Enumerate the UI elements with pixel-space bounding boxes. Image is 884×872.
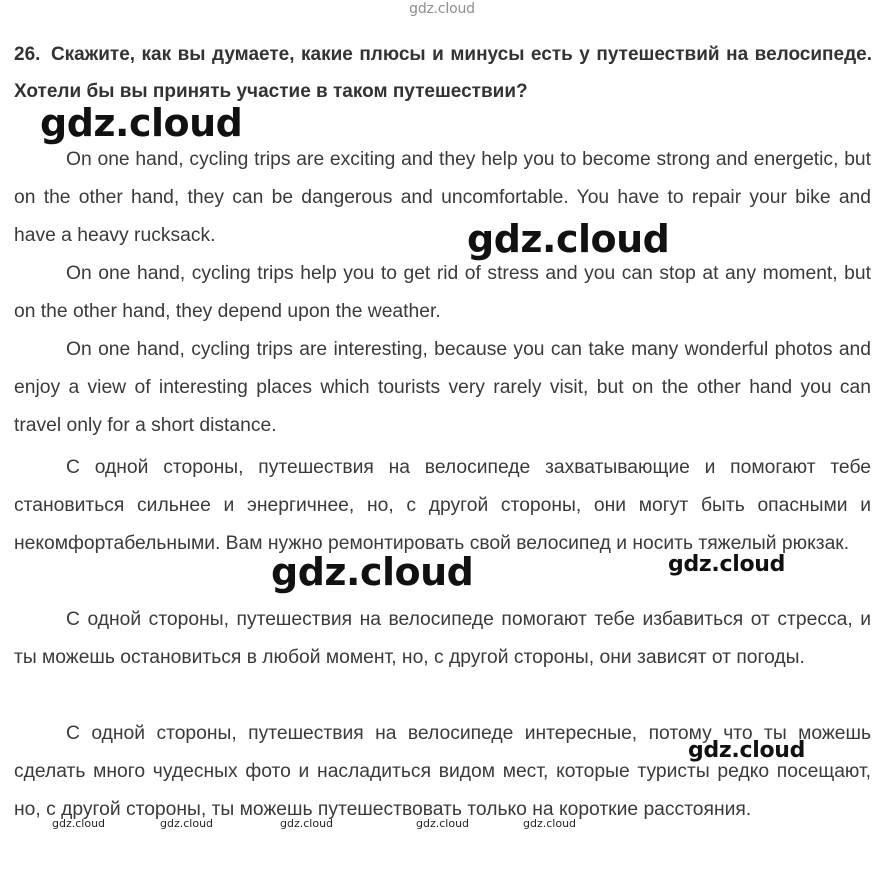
watermark: gdz.cloud [523,817,577,830]
watermark: gdz.cloud [40,101,243,145]
watermark: gdz.cloud [416,817,470,830]
english-paragraph-3: On one hand, cycling trips are interesting, because you can take many wonderful photos and enjoy a view of interesting places which tourists very rarely visit, but on the other hand you can travel only for a short distance. [14,339,871,436]
watermark: gdz.cloud [52,817,106,830]
watermark: gdz.cloud [668,552,786,577]
header-watermark: gdz.cloud [409,1,475,17]
watermark: gdz.cloud [280,817,334,830]
watermark: gdz.cloud [467,217,670,261]
exercise-question [14,36,872,110]
english-paragraph-2: On one hand, cycling trips help you to get rid of stress and you can stop at any moment, but on the other hand, they depend upon the weather. [14,263,871,322]
watermark: gdz.cloud [271,550,474,594]
question-text: Скажите, как вы думаете, какие плюсы и минусы есть у путешествий на велосипеде. Хотели бы вы принять участие в таком путешествии? [14,44,873,102]
russian-paragraph-3: С одной стороны, путешествия на велосипеде интересные, потому что ты можешь сделать много чудесных фото и насладиться видом мест, которые туристы редко посещают, но, с другой стороны, ты можешь путешествовать только на короткие расстояния. [14,723,871,820]
russian-paragraph-2: С одной стороны, путешествия на велосипеде помогают тебе избавиться от стресса, и ты можешь остановиться в любой момент, но, с другой стороны, они зависят от погоды. [14,609,871,668]
watermark: gdz.cloud [160,817,214,830]
english-paragraph-1: On one hand, cycling trips are exciting and they help you to become strong and energetic, but on the other hand, they can be dangerous and uncomfortable. You have to repair your bike and have a heavy rucksack. [14,149,871,246]
question-number: 26. [14,44,41,65]
russian-paragraph-1: С одной стороны, путешествия на велосипеде захватывающие и помогают тебе становиться сильнее и энергичнее, но, с другой стороны, они могут быть опасными и некомфортабельными. Вам нужно ремонтировать свой велосипед и носить тяжелый рюкзак. [14,457,871,554]
watermark: gdz.cloud [688,738,806,763]
